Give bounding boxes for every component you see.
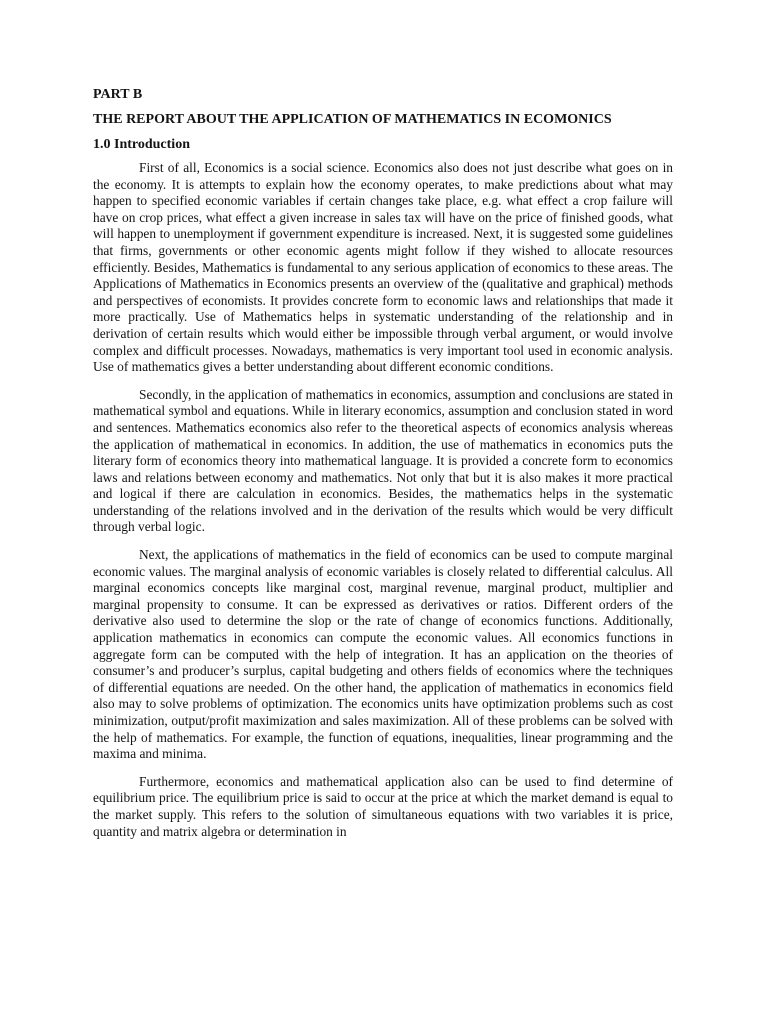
paragraph-next: Next, the applications of mathematics in the field of economics can be used to compute marginal economic values. The marginal analysis of economic variables is closely related to differential calculus. All marginal economics concepts like marginal cost, marginal revenue, marginal product, multiplier and marginal propensity to consume. It can be expressed as derivatives or ratios. Different orders of the derivative also used to determine the slop or the rate of change of economics functions. Additionally, application mathematics in economics can compute the economic values. All economics functions in aggregate form can be computed with the help of integration. It has an application on the theories of consumer’s and producer’s surplus, capital budgeting and others fields of economics where the techniques of differential equations are needed. On the other hand, the application of mathematics in economics field also may to solve problems of optimization. The economics units have optimization problems such as cost minimization, output/profit maximization and sales maximization. All of these problems can be solved with the help of mathematics. For example, the function of equations, inequalities, linear programming and the maxima and minima.: [93, 547, 673, 762]
paragraph-furthermore: Furthermore, economics and mathematical application also can be used to find determine of equilibrium price. The equilibrium price is said to occur at the price at which the market demand is equal to the market supply. This refers to the solution of simultaneous equations with two variables it is price, quantity and matrix algebra or determination in: [93, 773, 673, 839]
part-label: PART B: [93, 87, 143, 102]
document-page: [93, 86, 673, 851]
paragraph-intro: First of all, Economics is a social science. Economics also does not just describe what goes on in the economy. It is attempts to explain how the economy operates, to make predictions about what may happen to specified economic variables if certain changes take place, e.g. what effect a crop failure will have on crop prices, what effect a given increase in sales tax will have on the price of finished goods, what will happen to unemployment if government expenditure is increased. Next, it is suggested some guidelines that firms, governments or other economic agents might follow if they wished to allocate resources efficiently. Besides, Mathematics is fundamental to any serious application of economics to these areas. The Applications of Mathematics in Economics presents an overview of the (qualitative and graphical) methods and perspectives of economists. It provides concrete form to economic laws and relationships that made it more practically. Use of Mathematics helps in systematic understanding of the relationship and in derivation of certain results which would either be impossible through verbal argument, or would involve complex and difficult processes. Nowadays, mathematics is very important tool used in economic analysis. Use of mathematics gives a better understanding about different economic conditions.: [93, 160, 673, 375]
section-heading: 1.0 Introduction: [93, 137, 190, 152]
report-title: THE REPORT ABOUT THE APPLICATION OF MATHEMATICS IN ECOMONICS: [93, 112, 612, 127]
paragraph-secondly: Secondly, in the application of mathematics in economics, assumption and conclusions are stated in mathematical symbol and equations. While in literary economics, assumption and conclusion stated in word and sentences. Mathematics economics also refer to the theoretical aspects of economics analysis whereas the application of mathematical in economics. In addition, the use of mathematics in economics puts the literary form of economics theory into mathematical language. It is provided a concrete form to economics laws and relations between economy and mathematics. Not only that but it is also makes it more practical and logical if there are calculation in economics. Besides, the mathematics helps in the systematic understanding of the relations involved and in the derivation of the results which would be very difficult through verbal logic.: [93, 386, 673, 535]
